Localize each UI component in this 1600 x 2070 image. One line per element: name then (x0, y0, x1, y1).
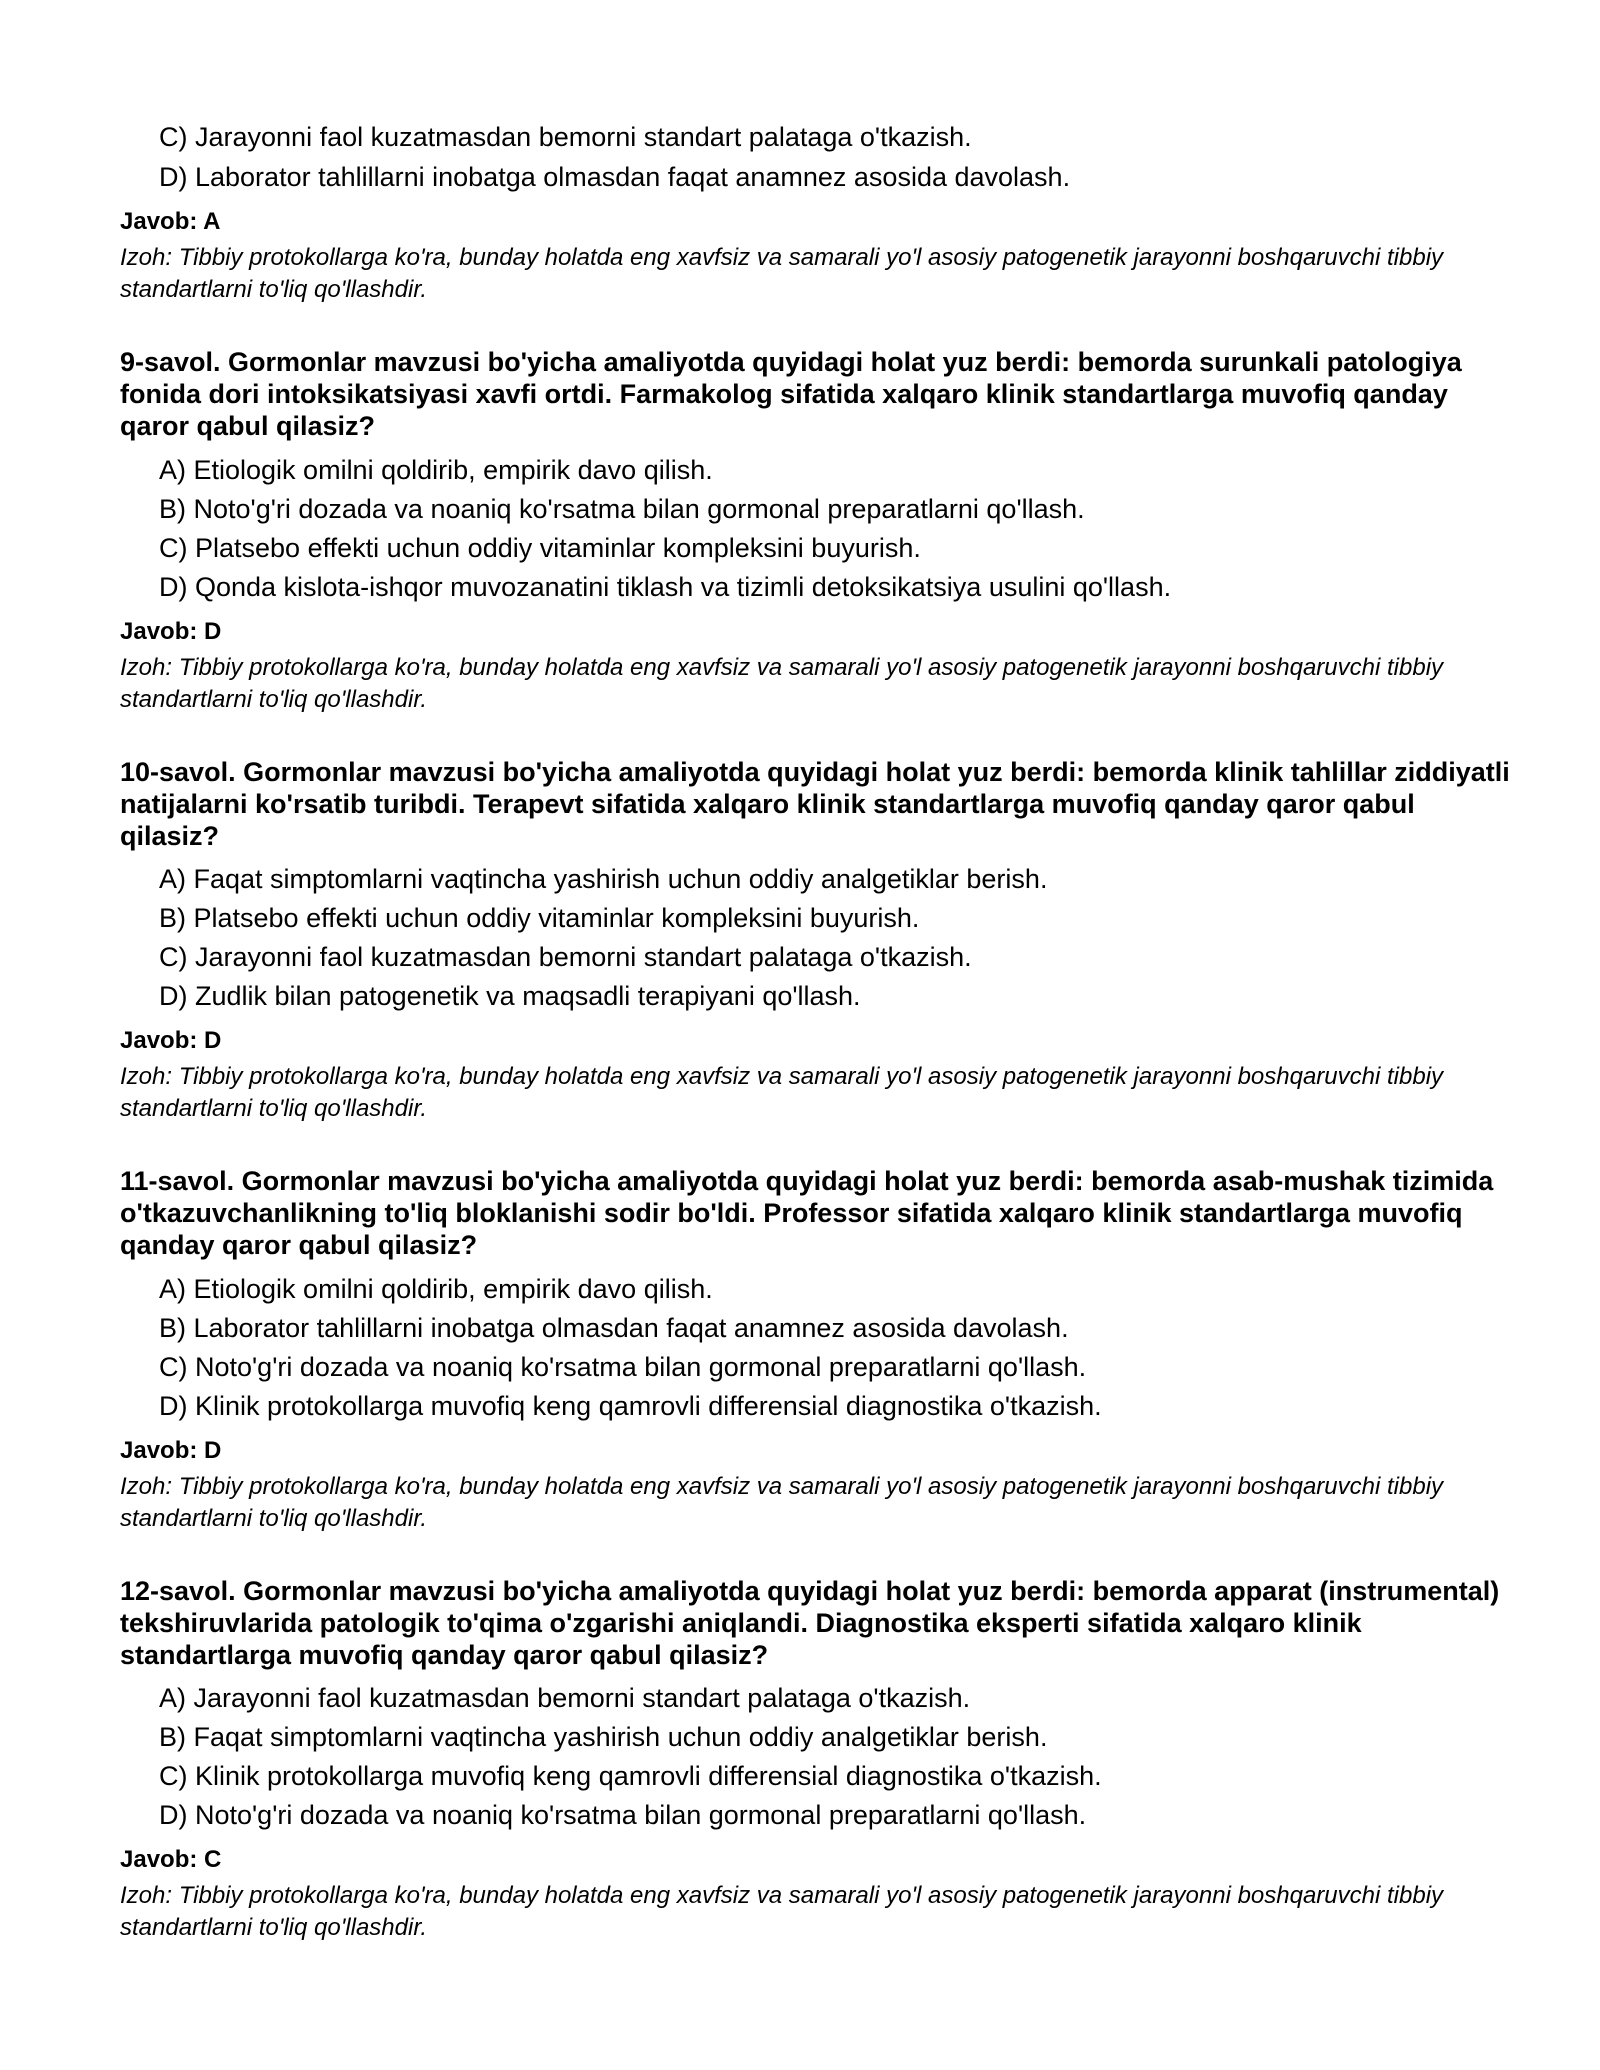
explanation-text: Izoh: Tibbiy protokollarga ko'ra, bunday holatda eng xavfsiz va samarali yo'l asosiy patogenetik jarayonni boshqaruvchi tibbiy standartlarni to'liq qo'llashdir. (120, 1473, 1444, 1532)
question-text: 10-savol. Gormonlar mavzusi bo'yicha amaliyotda quyidagi holat yuz berdi: bemorda klinik tahlillar ziddiyatli natijalarni ko'rsatib turibdi. Terapevt sifatida xalqaro klinik standartlarga muvofiq qanday qaror qabul qilasiz? (120, 757, 1510, 851)
option-d: D) Qonda kislota-ishqor muvozanatini tiklash va tizimli detoksikatsiya usulini qo'llash. (159, 572, 1172, 602)
option-d: D) Laborator tahlillarni inobatga olmasdan faqat anamnez asosida davolash. (159, 162, 1071, 192)
option-c: C) Jarayonni faol kuzatmasdan bemorni standart palataga o'tkazish. (159, 942, 972, 972)
answer-label: Javob: D (120, 1027, 222, 1054)
question-text: 12-savol. Gormonlar mavzusi bo'yicha amaliyotda quyidagi holat yuz berdi: bemorda apparat (instrumental) tekshiruvlarida patologik to'qima o'zgarishi aniqlandi. Diagnostika eksperti sifatida xalqaro klinik standartlarga muvofiq qanday qaror qabul qilasiz? (120, 1576, 1500, 1670)
answer-label: Javob: D (120, 1437, 222, 1464)
option-c: C) Klinik protokollarga muvofiq keng qamrovli differensial diagnostika o'tkazish. (159, 1761, 1102, 1791)
option-d: D) Klinik protokollarga muvofiq keng qamrovli differensial diagnostika o'tkazish. (159, 1391, 1102, 1421)
answer-label: Javob: C (120, 1846, 222, 1873)
answer-label: Javob: A (120, 208, 221, 235)
explanation-text: Izoh: Tibbiy protokollarga ko'ra, bunday holatda eng xavfsiz va samarali yo'l asosiy patogenetik jarayonni boshqaruvchi tibbiy standartlarni to'liq qo'llashdir. (120, 1882, 1444, 1941)
question-text: 9-savol. Gormonlar mavzusi bo'yicha amaliyotda quyidagi holat yuz berdi: bemorda surunkali patologiya fonida dori intoksikatsiyasi xavfi ortdi. Farmakolog sifatida xalqaro klinik standartlarga muvofiq qanday qaror qabul qilasiz? (120, 347, 1462, 441)
option-c: C) Noto'g'ri dozada va noaniq ko'rsatma bilan gormonal preparatlarni qo'llash. (159, 1352, 1087, 1382)
question-text: 11-savol. Gormonlar mavzusi bo'yicha amaliyotda quyidagi holat yuz berdi: bemorda asab-mushak tizimida o'tkazuvchanlikning to'liq bloklanishi sodir bo'ldi. Professor sifatida xalqaro klinik standartlarga muvofiq qanday qaror qabul qilasiz? (120, 1166, 1494, 1260)
option-d: D) Noto'g'ri dozada va noaniq ko'rsatma bilan gormonal preparatlarni qo'llash. (159, 1800, 1087, 1830)
option-c: C) Jarayonni faol kuzatmasdan bemorni standart palataga o'tkazish. (159, 122, 972, 152)
explanation-text: Izoh: Tibbiy protokollarga ko'ra, bunday holatda eng xavfsiz va samarali yo'l asosiy patogenetik jarayonni boshqaruvchi tibbiy standartlarni to'liq qo'llashdir. (120, 244, 1444, 303)
option-b: B) Platsebo effekti uchun oddiy vitaminlar kompleksini buyurish. (159, 903, 920, 933)
option-b: B) Faqat simptomlarni vaqtincha yashirish uchun oddiy analgetiklar berish. (159, 1722, 1048, 1752)
option-a: A) Etiologik omilni qoldirib, empirik davo qilish. (159, 1274, 713, 1304)
explanation-text: Izoh: Tibbiy protokollarga ko'ra, bunday holatda eng xavfsiz va samarali yo'l asosiy patogenetik jarayonni boshqaruvchi tibbiy standartlarni to'liq qo'llashdir. (120, 1063, 1444, 1122)
option-a: A) Etiologik omilni qoldirib, empirik davo qilish. (159, 455, 713, 485)
option-d: D) Zudlik bilan patogenetik va maqsadli terapiyani qo'llash. (159, 981, 861, 1011)
option-b: B) Laborator tahlillarni inobatga olmasdan faqat anamnez asosida davolash. (159, 1313, 1069, 1343)
option-b: B) Noto'g'ri dozada va noaniq ko'rsatma bilan gormonal preparatlarni qo'llash. (159, 494, 1085, 524)
option-a: A) Faqat simptomlarni vaqtincha yashirish uchun oddiy analgetiklar berish. (159, 864, 1048, 894)
option-c: C) Platsebo effekti uchun oddiy vitaminlar kompleksini buyurish. (159, 533, 921, 563)
explanation-text: Izoh: Tibbiy protokollarga ko'ra, bunday holatda eng xavfsiz va samarali yo'l asosiy patogenetik jarayonni boshqaruvchi tibbiy standartlarni to'liq qo'llashdir. (120, 654, 1444, 713)
answer-label: Javob: D (120, 618, 222, 645)
option-a: A) Jarayonni faol kuzatmasdan bemorni standart palataga o'tkazish. (159, 1683, 971, 1713)
